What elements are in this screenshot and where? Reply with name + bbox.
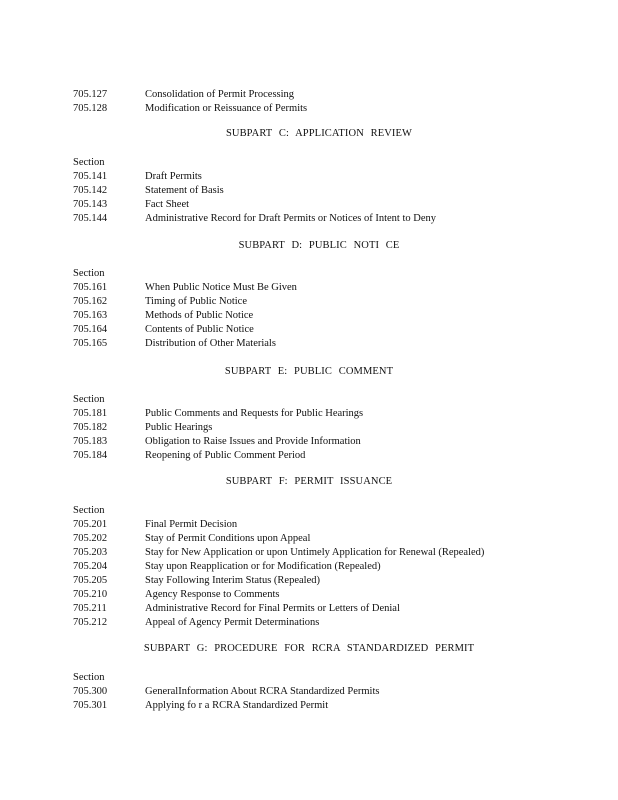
section-row	[73, 685, 593, 699]
section-row	[73, 588, 593, 602]
section-title: Timing of Public Notice	[145, 296, 247, 307]
section-row	[73, 602, 593, 616]
section-title: Stay Following Interim Status (Repealed)	[145, 575, 320, 586]
subpart-g-heading: SUBPART G: PROCEDURE FOR RCRA STANDARDIZED PERMIT	[143, 643, 475, 654]
section-number: 705.143	[73, 199, 108, 210]
section-number: 705.203	[73, 547, 108, 558]
section-number: 705.184	[73, 450, 108, 461]
section-title: Public Comments and Requests for Public Hearings	[145, 408, 364, 419]
section-label: Section	[73, 672, 105, 683]
section-title: Stay of Permit Conditions upon Appeal	[145, 533, 311, 544]
section-title: Agency Response to Comments	[145, 589, 280, 600]
section-row	[73, 449, 593, 463]
lead-section-list	[73, 88, 593, 116]
subpart-d-list	[73, 267, 593, 351]
section-number: 705.163	[73, 310, 108, 321]
section-label: Section	[73, 268, 105, 279]
section-number: 705.211	[73, 603, 107, 614]
section-number: 705.142	[73, 185, 108, 196]
section-title: Contents of Public Notice	[145, 324, 254, 335]
subpart-c-heading: SUBPART C: APPLICATION REVIEW	[225, 128, 413, 139]
section-label: Section	[73, 505, 105, 516]
section-number: 705.161	[73, 282, 108, 293]
section-title: Distribution of Other Materials	[145, 338, 276, 349]
section-title: Draft Permits	[145, 171, 202, 182]
section-number: 705.164	[73, 324, 108, 335]
section-number: 705.204	[73, 561, 108, 572]
subpart-f-list	[73, 504, 593, 630]
section-number: 705.141	[73, 171, 108, 182]
section-row	[73, 198, 593, 212]
section-label: Section	[73, 394, 105, 405]
section-row	[73, 421, 593, 435]
section-number: 705.144	[73, 213, 108, 224]
section-row	[73, 560, 593, 574]
subpart-e-list	[73, 393, 593, 463]
section-row	[73, 102, 593, 116]
section-row	[73, 699, 593, 713]
section-number: 705.210	[73, 589, 108, 600]
section-number: 705.162	[73, 296, 108, 307]
subpart-d-heading: SUBPART D: PUBLIC NOTI CE	[238, 240, 400, 251]
section-number: 705.128	[73, 103, 108, 114]
section-row	[73, 518, 593, 532]
section-number: 705.165	[73, 338, 108, 349]
section-row	[73, 281, 593, 295]
section-row	[73, 184, 593, 198]
section-title: Public Hearings	[145, 422, 213, 433]
section-title: Appeal of Agency Permit Determinations	[145, 617, 320, 628]
subpart-g-list	[73, 671, 593, 713]
section-row	[73, 309, 593, 323]
section-title: Reopening of Public Comment Period	[145, 450, 306, 461]
section-title: Methods of Public Notice	[145, 310, 254, 321]
subpart-f-heading: SUBPART F: PERMIT ISSUANCE	[225, 476, 393, 487]
section-title: Administrative Record for Final Permits or Letters of Denial	[145, 603, 400, 614]
section-title: Fact Sheet	[145, 199, 190, 210]
section-number: 705.181	[73, 408, 108, 419]
section-title: Administrative Record for Draft Permits or Notices of Intent to Deny	[145, 213, 437, 224]
section-row	[73, 532, 593, 546]
section-number: 705.301	[73, 700, 108, 711]
section-title: Obligation to Raise Issues and Provide Information	[145, 436, 361, 447]
section-number: 705.212	[73, 617, 108, 628]
section-row	[73, 546, 593, 560]
subpart-e-heading: SUBPART E: PUBLIC COMMENT	[224, 366, 394, 377]
section-title: Final Permit Decision	[145, 519, 238, 530]
section-title: Consolidation of Permit Processing	[145, 89, 295, 100]
section-number: 705.127	[73, 89, 108, 100]
section-title: Stay for New Application or upon Untimely Application for Renewal (Repealed)	[145, 547, 485, 558]
section-number: 705.202	[73, 533, 108, 544]
section-number: 705.182	[73, 422, 108, 433]
section-row	[73, 170, 593, 184]
section-number: 705.300	[73, 686, 108, 697]
section-row	[73, 323, 593, 337]
section-number: 705.183	[73, 436, 108, 447]
section-number: 705.205	[73, 575, 108, 586]
section-label: Section	[73, 157, 105, 168]
section-title: Statement of Basis	[145, 185, 224, 196]
section-row	[73, 212, 593, 226]
section-row	[73, 616, 593, 630]
section-title: Modification or Reissuance of Permits	[145, 103, 308, 114]
section-title: GeneralInformation About RCRA Standardized Permits	[145, 686, 380, 697]
section-row	[73, 407, 593, 421]
subpart-c-list	[73, 156, 593, 226]
section-row	[73, 337, 593, 351]
section-row	[73, 574, 593, 588]
section-title: Stay upon Reapplication or for Modification (Repealed)	[145, 561, 381, 572]
section-title: Applying fo r a RCRA Standardized Permit	[145, 700, 329, 711]
section-number: 705.201	[73, 519, 108, 530]
section-title: When Public Notice Must Be Given	[145, 282, 297, 293]
section-row	[73, 435, 593, 449]
section-row	[73, 295, 593, 309]
section-row	[73, 88, 593, 102]
